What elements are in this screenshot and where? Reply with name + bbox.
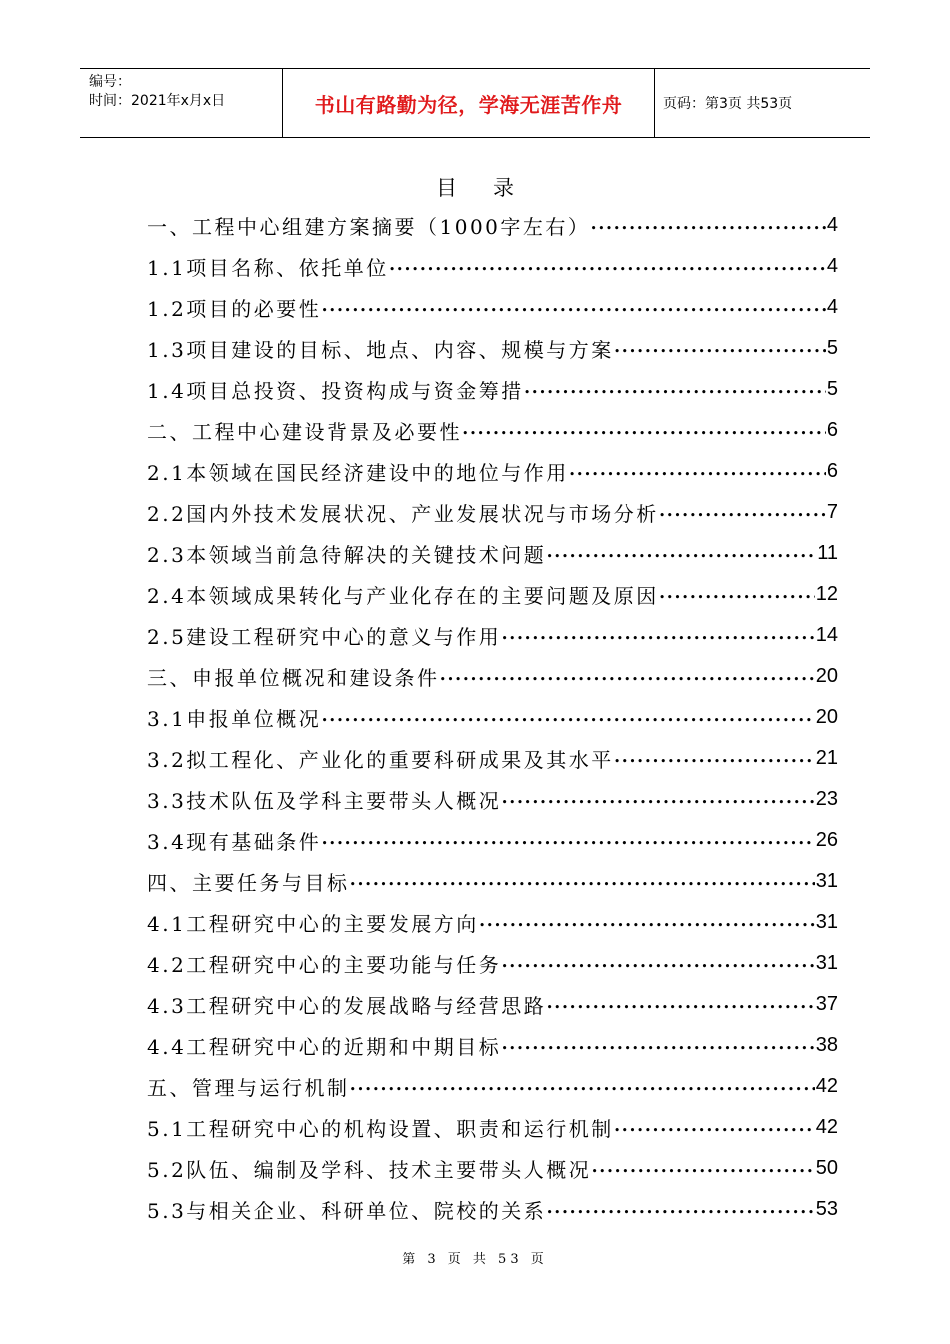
toc-entry[interactable] <box>147 1066 838 1107</box>
toc-entry-page: 42 <box>815 1116 838 1138</box>
toc-leader-dots <box>614 340 826 357</box>
toc-leader-dots <box>501 1037 814 1054</box>
toc-entry-page: 6 <box>826 460 838 482</box>
toc-entry[interactable] <box>147 328 838 369</box>
toc-entry[interactable] <box>147 697 838 738</box>
toc-leader-dots <box>659 504 826 521</box>
toc-entry-title: 二、工程中心建设背景及必要性 <box>147 420 462 444</box>
toc-leader-dots <box>501 791 814 808</box>
toc-entry[interactable] <box>147 902 838 943</box>
toc-leader-dots <box>546 1201 814 1218</box>
toc-leader-dots <box>659 586 815 603</box>
toc-leader-dots <box>614 1119 815 1136</box>
toc-leader-dots <box>501 955 814 972</box>
toc-entry-page: 20 <box>815 665 838 687</box>
toc-entry-page: 21 <box>815 747 838 769</box>
toc-entry-page: 4 <box>826 255 838 277</box>
toc-entry[interactable] <box>147 615 838 656</box>
header-page-label: 页码：第3页 共53页 <box>663 96 793 112</box>
toc-leader-dots <box>321 709 814 726</box>
toc-entry-title: 四、主要任务与目标 <box>147 871 350 895</box>
toc-entry-page: 7 <box>826 501 838 523</box>
toc-entry-title: 3.2拟工程化、产业化的重要科研成果及其水平 <box>147 748 614 772</box>
toc-entry-page: 5 <box>826 337 838 359</box>
toc-entry[interactable] <box>147 984 838 1025</box>
header-time-label: 时间：2021年x月x日 <box>89 93 226 109</box>
toc-entry-page: 5 <box>826 378 838 400</box>
toc-title: 目录 <box>436 176 550 200</box>
toc-entry-title: 2.4本领域成果转化与产业化存在的主要问题及原因 <box>147 584 659 608</box>
toc-entry[interactable] <box>147 1025 838 1066</box>
toc-leader-dots <box>462 422 826 439</box>
toc-entry-title: 1.4项目总投资、投资构成与资金筹措 <box>147 379 524 403</box>
toc-entry-page: 11 <box>817 542 838 564</box>
toc-leader-dots <box>501 627 814 644</box>
toc-entry-page: 23 <box>815 788 838 810</box>
toc-entry-title: 4.1工程研究中心的主要发展方向 <box>147 912 479 936</box>
toc-leader-dots <box>321 299 826 316</box>
toc-entry-title: 5.2队伍、编制及学科、技术主要带头人概况 <box>147 1158 592 1182</box>
toc-entry[interactable] <box>147 205 838 246</box>
toc-entry[interactable] <box>147 1148 838 1189</box>
toc-leader-dots <box>591 1160 814 1177</box>
toc-entry-title: 2.2国内外技术发展状况、产业发展状况与市场分析 <box>147 502 659 526</box>
toc-entry-page: 4 <box>826 214 838 236</box>
toc-entry-page: 14 <box>815 624 838 646</box>
toc-leader-dots <box>546 545 816 562</box>
toc-leader-dots <box>389 258 826 275</box>
toc-entry-title: 1.1项目名称、依托单位 <box>147 256 389 280</box>
toc-entry-page: 50 <box>815 1157 838 1179</box>
toc-entry-page: 6 <box>826 419 838 441</box>
header-number-label: 编号： <box>89 74 131 90</box>
toc-leader-dots <box>321 832 814 849</box>
toc-entry-title: 2.3本领域当前急待解决的关键技术问题 <box>147 543 547 567</box>
toc-entry-title: 3.4现有基础条件 <box>147 830 322 854</box>
toc-entry-page: 37 <box>815 993 838 1015</box>
header-motto: 书山有路勤为径，学海无涯苦作舟 <box>283 69 655 137</box>
toc-entry[interactable] <box>147 861 838 902</box>
toc-entry[interactable] <box>147 246 838 287</box>
toc-entry[interactable] <box>147 738 838 779</box>
toc-entry-page: 12 <box>815 583 838 605</box>
toc-leader-dots <box>350 1078 815 1095</box>
toc-entry[interactable] <box>147 820 838 861</box>
toc-entry-title: 2.1本领域在国民经济建设中的地位与作用 <box>147 461 569 485</box>
toc-entry-title: 4.4工程研究中心的近期和中期目标 <box>147 1035 502 1059</box>
toc-entry-page: 38 <box>815 1034 838 1056</box>
toc-entry-title: 5.1工程研究中心的机构设置、职责和运行机制 <box>147 1117 614 1141</box>
toc-entry-page: 26 <box>815 829 838 851</box>
toc-entry-title: 3.1申报单位概况 <box>147 707 322 731</box>
toc-entry[interactable] <box>147 451 838 492</box>
toc-leader-dots <box>440 668 815 685</box>
toc-entry[interactable] <box>147 656 838 697</box>
toc-entry-title: 2.5建设工程研究中心的意义与作用 <box>147 625 502 649</box>
toc-entry-page: 31 <box>815 952 838 974</box>
toc-entry-title: 一、工程中心组建方案摘要（1000字左右） <box>147 215 591 239</box>
toc-entry-title: 5.3与相关企业、科研单位、院校的关系 <box>147 1199 547 1223</box>
toc-entry[interactable] <box>147 943 838 984</box>
toc-entry[interactable] <box>147 779 838 820</box>
toc-entry[interactable] <box>147 287 838 328</box>
toc-entry-title: 4.2工程研究中心的主要功能与任务 <box>147 953 502 977</box>
toc-entry[interactable] <box>147 1107 838 1148</box>
toc-entry-page: 31 <box>815 911 838 933</box>
toc-entry[interactable] <box>147 1189 838 1230</box>
toc-leader-dots <box>479 914 815 931</box>
toc-entry-title: 4.3工程研究中心的发展战略与经营思路 <box>147 994 547 1018</box>
toc-entry[interactable] <box>147 533 838 574</box>
toc-entry-page: 20 <box>815 706 838 728</box>
toc-entry-title: 1.2项目的必要性 <box>147 297 322 321</box>
toc-entry-page: 53 <box>815 1198 838 1220</box>
toc-leader-dots <box>614 750 815 767</box>
toc-entry[interactable] <box>147 369 838 410</box>
page-footer: 第 3 页 共 53 页 <box>402 1252 548 1267</box>
toc-entry-page: 4 <box>826 296 838 318</box>
toc-entry-page: 42 <box>815 1075 838 1097</box>
toc-leader-dots <box>546 996 814 1013</box>
toc-entry-title: 3.3技术队伍及学科主要带头人概况 <box>147 789 502 813</box>
page-header <box>80 68 870 138</box>
toc-leader-dots <box>590 217 825 234</box>
toc-leader-dots <box>524 381 826 398</box>
toc-entry[interactable] <box>147 574 838 615</box>
toc-entry-page: 31 <box>815 870 838 892</box>
table-of-contents <box>147 205 838 1230</box>
toc-entry[interactable] <box>147 492 838 533</box>
toc-leader-dots <box>350 873 815 890</box>
toc-entry-title: 五、管理与运行机制 <box>147 1076 350 1100</box>
toc-leader-dots <box>569 463 826 480</box>
toc-entry[interactable] <box>147 410 838 451</box>
toc-entry-title: 三、申报单位概况和建设条件 <box>147 666 440 690</box>
header-meta <box>80 69 283 137</box>
toc-entry-title: 1.3项目建设的目标、地点、内容、规模与方案 <box>147 338 614 362</box>
